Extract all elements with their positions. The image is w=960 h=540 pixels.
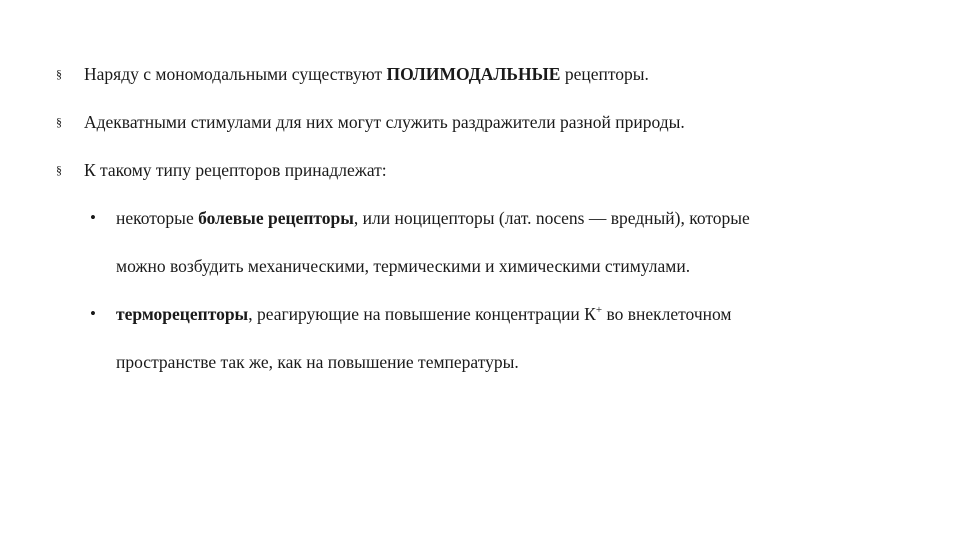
subitem-text: можно возбудить механическими, термическими и химическими стимулами. [116, 256, 691, 276]
subitem-text: некоторые [116, 208, 199, 228]
square-bullet-icon: § [56, 163, 62, 177]
bullet-item-receptor-types [84, 160, 387, 180]
square-bullet-icon: § [56, 67, 62, 81]
round-bullet-icon: • [90, 304, 96, 323]
subitem-text: во внеклеточном [602, 304, 732, 324]
subitem-pain-receptors [116, 208, 750, 228]
item-text: К такому типу рецепторов принадлежат: [84, 160, 387, 180]
square-bullet-icon: § [56, 115, 62, 129]
subitem-bold-term: болевые рецепторы [198, 208, 354, 228]
subitem-text: , реагирующие на повышение концентрации К [248, 304, 596, 324]
subitem-bold-term: терморецепторы [116, 304, 249, 324]
subitem-text: пространстве так же, как на повышение температуры. [116, 352, 519, 372]
subitem-thermoreceptors-line2 [116, 352, 519, 372]
item-text: Адекватными стимулами для них могут служить раздражители разной природы. [84, 112, 685, 132]
bullet-item-polymodal [84, 64, 649, 84]
subitem-text: , или ноцицепторы (лат. nocens — вредный), которые [353, 208, 750, 228]
round-bullet-icon: • [90, 208, 96, 227]
superscript-plus: + [595, 304, 603, 316]
subitem-pain-receptors-line2 [116, 256, 690, 276]
item-text: рецепторы. [560, 64, 649, 84]
item-bold-term: ПОЛИМОДАЛЬНЫЕ [386, 64, 561, 84]
subitem-thermoreceptors [116, 304, 731, 324]
item-text: Наряду с мономодальными существуют [84, 64, 387, 84]
bullet-item-adequate-stimuli [84, 112, 685, 132]
